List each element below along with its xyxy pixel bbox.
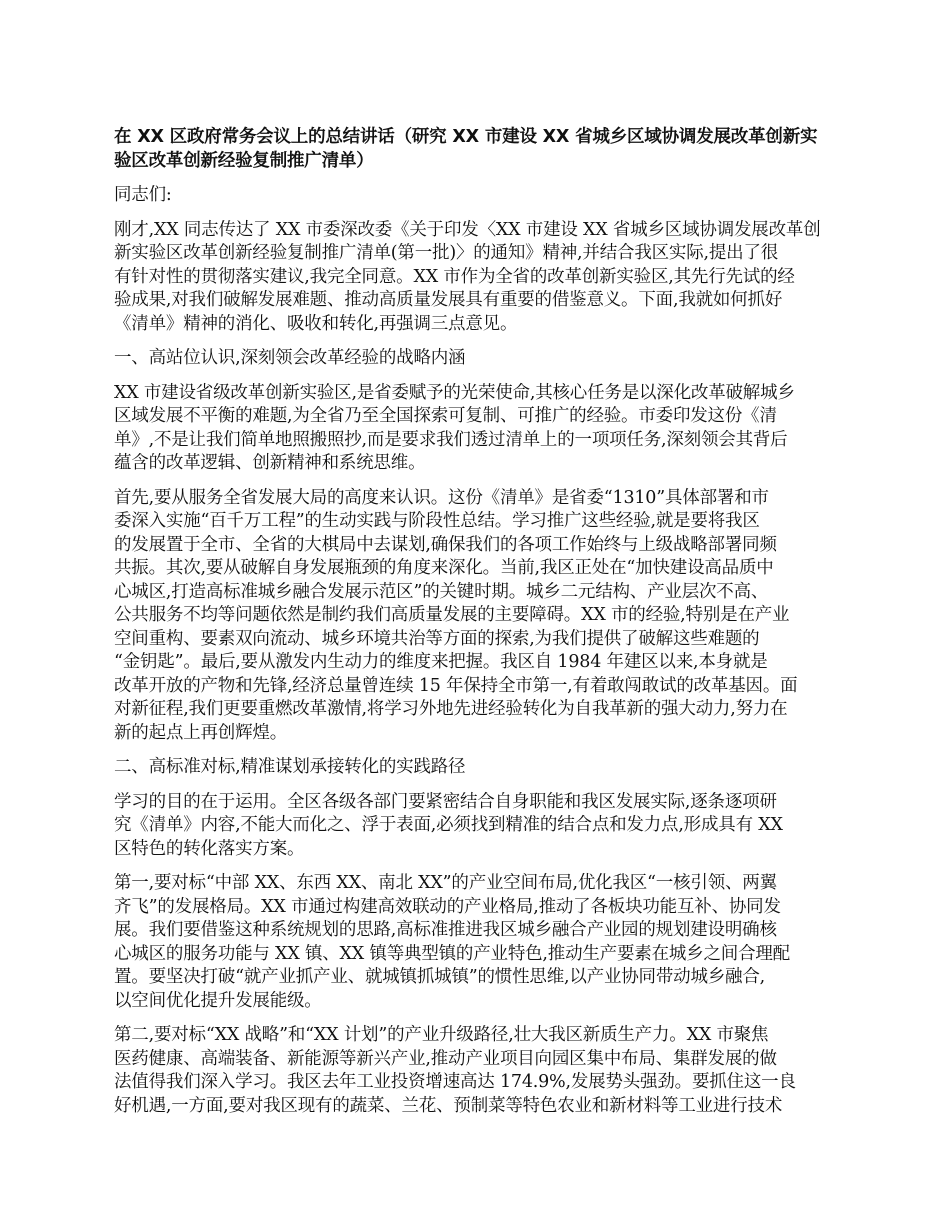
document-title [114,126,844,173]
text-line: 首先,要从服务全省发展大局的高度来认识。这份《清单》是省委“1310”具体部署和市 [114,487,769,508]
text-line: 一、高站位认识,深刻领会改革经验的战略内涵 [114,348,466,368]
text-line: 单》,不是让我们简单地照搬照抄,而是要求我们透过清单上的一项项任务,深刻领会其背后 [114,429,788,450]
text-line: 齐飞”的发展格局。XX 市通过构建高效联动的产业格局,推动了各板块功能互补、协同发 [114,896,781,917]
body-paragraph [114,791,844,862]
text-line: 法值得我们深入学习。我区去年工业投资增速高达 174.9%,发展势头强劲。要抓住这一良 [114,1072,796,1092]
title-line: 在 XX 区政府常务会议上的总结讲话（研究 XX 市建设 XX 省城乡区域协调发展改革创新实 [114,127,818,147]
text-line: 对新征程,我们更要重燃改革激情,将学习外地先进经验转化为自我革新的强大动力,努力在 [114,699,788,719]
text-line: 学习的目的在于运用。全区各级各部门要紧密结合自身职能和我区发展实际,逐条逐项研 [114,791,777,812]
text-line: 公共服务不均等问题依然是制约我们高质量发展的主要障碍。XX 市的经验,特别是在产业 [114,605,790,625]
text-line: “金钥匙”。最后,要从激发内生动力的维度来把握。我区自 1984 年建区以来,本身就是 [114,652,768,672]
body-paragraph [114,872,844,1013]
salutation [114,184,844,208]
text-line: 心城区,打造高标准城乡融合发展示范区”的关键时期。城乡二元结构、产业层次不高、 [114,581,769,602]
text-line: 委深入实施“百千万工程”的生动实践与阶段性总结。学习推广这些经验,就是要将我区 [114,511,760,531]
body-paragraph [114,1024,844,1118]
text-line: 以空间优化提升发展能级。 [114,990,322,1011]
text-line: 二、高标准对标,精准谋划承接转化的实践路径 [114,757,466,777]
text-line: 区特色的转化落实方案。 [114,838,305,859]
text-line: 有针对性的贯彻落实建议,我完全同意。XX 市作为全省的改革创新实验区,其先行先试的经 [114,266,795,287]
text-line: 《清单》精神的消化、吸收和转化,再强调三点意见。 [114,313,518,334]
text-line: 好机遇,一方面,要对我区现有的蔬菜、兰花、预制菜等特色农业和新材料等工业进行技术 [114,1095,783,1116]
body-paragraph [114,487,844,746]
text-line: 区域发展不平衡的难题,为全省乃至全国探索可复制、可推广的经验。市委印发这份《清 [114,406,777,426]
section-heading [114,756,844,780]
title-line: 验区改革创新经验复制推广清单） [114,150,374,171]
text-line: 置。要坚决打破“就产业抓产业、就城镇抓城镇”的惯性思维,以产业协同带动城乡融合, [114,967,766,987]
section-heading [114,347,844,371]
text-line: 究《清单》内容,不能大而化之、浮于表面,必须找到精准的结合点和发力点,形成具有 XX [114,815,783,835]
text-line: XX 市建设省级改革创新实验区,是省委赋予的光荣使命,其核心任务是以深化改革破解城乡 [114,382,795,403]
text-line: 展。我们要借鉴这种系统规划的思路,高标准推进我区城乡融合产业园的规划建设明确核 [114,920,777,940]
text-line: 第一,要对标“中部 XX、东西 XX、南北 XX”的产业空间布局,优化我区“一核引领、两翼 [114,873,777,893]
text-line: 新的起点上再创辉煌。 [114,722,287,743]
text-line: 新实验区改革创新经验复制推广清单(第一批)〉的通知》精神,并结合我区实际,提出了很 [114,243,779,263]
text-line: 改革开放的产物和先锋,经济总量曾连续 15 年保持全市第一,有着敢闯敢试的改革基因。面 [114,675,798,696]
document-page [114,126,844,1129]
text-line: 刚才,XX 同志传达了 XX 市委深改委《关于印发〈XX 市建设 XX 省城乡区域协调发展改革创 [114,219,821,240]
text-line: 心城区的服务功能与 XX 镇、XX 镇等典型镇的产业特色,推动生产要素在城乡之间合理配 [114,943,790,964]
document-body [114,184,844,1118]
body-paragraph [114,382,844,476]
text-line: 空间重构、要素双向流动、城乡环境共治等方面的探索,为我们提供了破解这些难题的 [114,628,760,649]
text-line: 医药健康、高端装备、新能源等新兴产业,推动产业项目向园区集中布局、集群发展的做 [114,1048,777,1069]
text-line: 共振。其次,要从破解自身发展瓶颈的角度来深化。当前,我区正处在“加快建设高品质中 [114,558,774,578]
text-line: 同志们: [114,185,172,205]
text-line: 验成果,对我们破解发展难题、推动高质量发展具有重要的借鉴意义。下面,我就如何抓好 [114,290,783,310]
body-paragraph [114,219,844,337]
text-line: 第二,要对标“XX 战略”和“XX 计划”的产业升级路径,壮大我区新质生产力。XX 市聚焦 [114,1025,769,1045]
text-line: 的发展置于全市、全省的大棋局中去谋划,确保我们的各项工作始终与上级战略部署同频 [114,534,777,555]
text-line: 蕴含的改革逻辑、创新精神和系统思维。 [114,453,426,473]
